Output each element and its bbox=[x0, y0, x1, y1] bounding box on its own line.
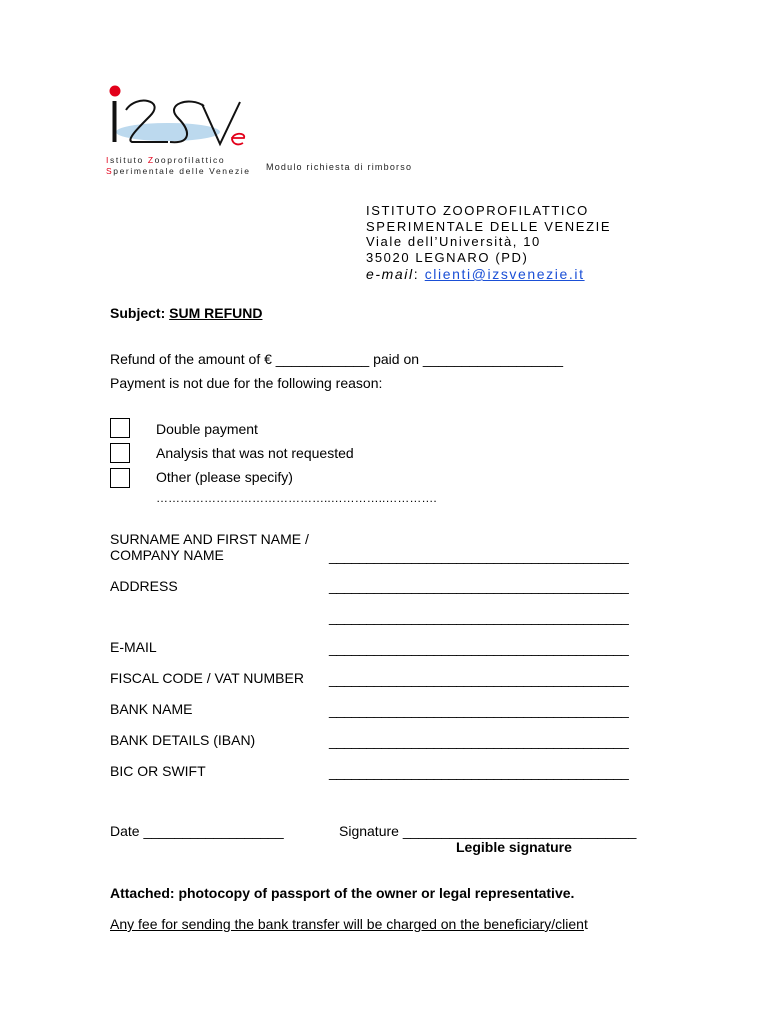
recipient-line-1: ISTITUTO ZOOPROFILATTICO bbox=[366, 203, 589, 218]
subject bbox=[110, 305, 262, 321]
iban-label: BANK DETAILS (IBAN) bbox=[110, 732, 256, 748]
izsve-logo bbox=[106, 84, 256, 174]
address-blank-2[interactable]: ________________________________________ bbox=[329, 609, 629, 625]
bic-swift-blank[interactable]: ________________________________________ bbox=[329, 764, 629, 780]
subject-label: Subject: bbox=[110, 305, 170, 321]
iban-blank[interactable]: ________________________________________ bbox=[329, 733, 629, 749]
name-blank[interactable]: ________________________________________ bbox=[329, 548, 629, 564]
bank-name-blank[interactable]: ________________________________________ bbox=[329, 702, 629, 718]
recipient-email-row bbox=[366, 267, 611, 283]
attached-note: Attached: photocopy of passport of the owner or legal representative. bbox=[110, 885, 575, 901]
checkbox-double-payment[interactable] bbox=[110, 418, 130, 438]
reason-line: Payment is not due for the following reason: bbox=[110, 375, 383, 391]
option-other: Other (please specify) bbox=[156, 469, 293, 485]
email-field-label: E-MAIL bbox=[110, 639, 157, 655]
recipient-line-2: SPERIMENTALE DELLE VENEZIE bbox=[366, 218, 612, 234]
address-label: ADDRESS bbox=[110, 578, 178, 594]
fee-note-tail: t bbox=[583, 916, 588, 932]
option-double-payment: Double payment bbox=[156, 421, 258, 437]
other-specify-dots[interactable]: ……………………………………..…………..…………. bbox=[156, 491, 437, 505]
recipient-line-4: 35020 LEGNARO (PD) bbox=[366, 249, 529, 265]
bic-swift-label: BIC OR SWIFT bbox=[110, 763, 206, 779]
fiscal-code-label: FISCAL CODE / VAT NUMBER bbox=[110, 670, 304, 686]
address-blank-1[interactable]: ________________________________________ bbox=[329, 578, 629, 594]
email-link[interactable]: clienti@izsvenezie.it bbox=[424, 266, 585, 282]
fiscal-code-blank[interactable]: ________________________________________ bbox=[329, 671, 629, 687]
email-label: e-mail bbox=[366, 266, 414, 282]
checkbox-other[interactable] bbox=[110, 468, 130, 488]
fee-note bbox=[110, 916, 588, 932]
signature-line[interactable]: Signature ______________________________ bbox=[339, 823, 637, 839]
subject-value: SUM REFUND bbox=[169, 305, 263, 321]
logo-line-2: Sperimentale delle Venezie bbox=[106, 166, 251, 176]
name-label-line-2: COMPANY NAME bbox=[110, 547, 224, 563]
name-label-line-1: SURNAME AND FIRST NAME / bbox=[110, 531, 309, 547]
izsve-logo-mark bbox=[106, 84, 256, 150]
option-analysis-not-requested: Analysis that was not requested bbox=[156, 445, 354, 461]
bank-name-label: BANK NAME bbox=[110, 701, 193, 717]
refund-amount-line: Refund of the amount of € ____________ paid on __________________ bbox=[110, 351, 564, 367]
email-separator: : bbox=[413, 266, 425, 282]
email-blank[interactable]: ________________________________________ bbox=[329, 640, 629, 656]
checkbox-analysis-not-requested[interactable] bbox=[110, 443, 130, 463]
date-line[interactable]: Date __________________ bbox=[110, 823, 284, 839]
form-title: Modulo richiesta di rimborso bbox=[266, 162, 413, 172]
fee-note-underlined: Any fee for sending the bank transfer will be charged on the beneficiary/clien bbox=[110, 916, 584, 932]
recipient-address bbox=[366, 203, 611, 283]
recipient-line-3: Viale dell’Università, 10 bbox=[366, 234, 541, 249]
legible-signature-label: Legible signature bbox=[456, 839, 572, 855]
logo-line-1: Istituto Zooprofilattico bbox=[106, 155, 226, 165]
